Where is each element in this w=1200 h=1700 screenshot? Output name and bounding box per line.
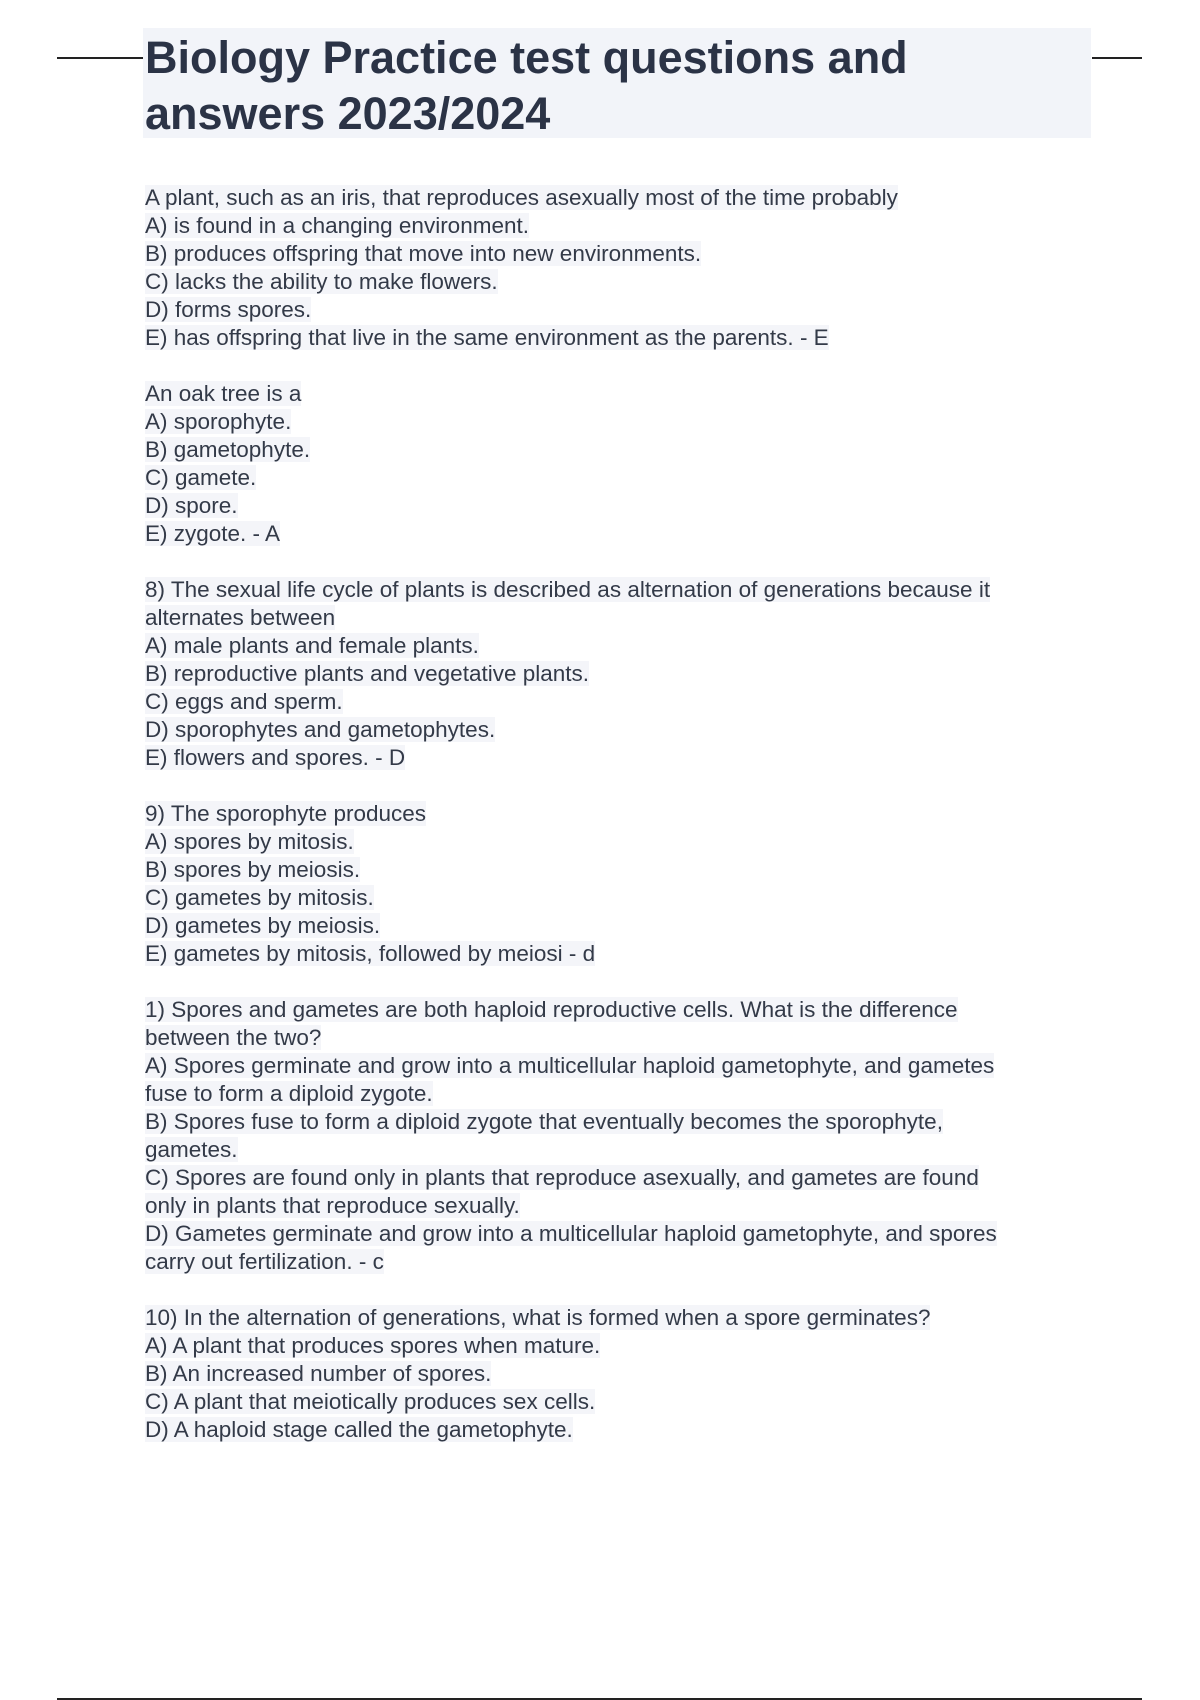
question-line: [145, 604, 1075, 632]
answer-option: [145, 492, 1075, 520]
answer-option: [145, 1108, 1075, 1136]
answer-option: [145, 1248, 1075, 1276]
answer-option-text: D) Gametes germinate and grow into a multicellular haploid gametophyte, and spores: [145, 1221, 997, 1246]
answer-option: [145, 1052, 1075, 1080]
answer-option-text: B) gametophyte.: [145, 437, 311, 462]
question-line: [145, 800, 1075, 828]
answer-option: [145, 436, 1075, 464]
title-line-1: Biology Practice test questions and: [145, 32, 908, 83]
answer-option-text: C) gamete.: [145, 465, 257, 490]
answer-option-text: fuse to form a diploid zygote.: [145, 1081, 433, 1106]
answer-option: [145, 1080, 1075, 1108]
answer-option-text: only in plants that reproduce sexually.: [145, 1193, 520, 1218]
answer-option-text: E) zygote. - A: [145, 521, 281, 546]
answer-option-text: D) spore.: [145, 493, 238, 518]
answer-option-text: carry out fertilization. - c: [145, 1249, 384, 1274]
question-block-1: [145, 184, 1075, 352]
answer-option-text: C) eggs and sperm.: [145, 689, 343, 714]
answer-option: [145, 520, 1075, 548]
answer-option: [145, 688, 1075, 716]
question-block-3: [145, 576, 1075, 772]
answer-option-text: E) flowers and spores. - D: [145, 745, 406, 770]
answer-option: [145, 940, 1075, 968]
answer-option: [145, 884, 1075, 912]
question-text: 8) The sexual life cycle of plants is described as alternation of generations because it: [145, 577, 991, 602]
answer-option: [145, 1332, 1075, 1360]
question-line: [145, 576, 1075, 604]
answer-option-text: E) has offspring that live in the same environment as the parents. - E: [145, 325, 829, 350]
title-line-2: answers 2023/2024: [145, 88, 551, 139]
answer-option: [145, 268, 1075, 296]
question-block-5: [145, 996, 1075, 1276]
answer-option: [145, 296, 1075, 324]
question-text: 1) Spores and gametes are both haploid reproductive cells. What is the difference: [145, 997, 958, 1022]
answer-option-text: A) is found in a changing environment.: [145, 213, 529, 238]
answer-option-text: D) sporophytes and gametophytes.: [145, 717, 496, 742]
answer-option-text: A) male plants and female plants.: [145, 633, 479, 658]
answer-option-text: C) lacks the ability to make flowers.: [145, 269, 498, 294]
answer-option: [145, 1164, 1075, 1192]
answer-option-text: D) gametes by meiosis.: [145, 913, 381, 938]
answer-option-text: A) A plant that produces spores when mature.: [145, 1333, 601, 1358]
answer-option-text: C) Spores are found only in plants that reproduce asexually, and gametes are found: [145, 1165, 979, 1190]
question-text: 10) In the alternation of generations, what is formed when a spore germinates?: [145, 1305, 931, 1330]
answer-option: [145, 240, 1075, 268]
answer-option-text: D) forms spores.: [145, 297, 312, 322]
title-rule-left: [57, 57, 143, 59]
question-text: A plant, such as an iris, that reproduces asexually most of the time probably: [145, 185, 898, 210]
question-block-4: [145, 800, 1075, 968]
answer-option-text: A) sporophyte.: [145, 409, 292, 434]
answer-option-text: gametes.: [145, 1137, 238, 1162]
answer-option: [145, 1136, 1075, 1164]
question-line: [145, 996, 1075, 1024]
answer-option: [145, 828, 1075, 856]
question-line: [145, 380, 1075, 408]
answer-option-text: B) produces offspring that move into new environments.: [145, 241, 702, 266]
question-block-6: [145, 1304, 1075, 1444]
page-title: [145, 30, 1085, 142]
answer-option: [145, 1388, 1075, 1416]
question-line: [145, 1024, 1075, 1052]
answer-option: [145, 464, 1075, 492]
answer-option: [145, 744, 1075, 772]
answer-option: [145, 1192, 1075, 1220]
answer-option-text: B) Spores fuse to form a diploid zygote that eventually becomes the sporophyte,: [145, 1109, 943, 1134]
answer-option: [145, 1220, 1075, 1248]
question-block-2: [145, 380, 1075, 548]
answer-option: [145, 1416, 1075, 1444]
answer-option-text: A) Spores germinate and grow into a multicellular haploid gametophyte, and gametes: [145, 1053, 995, 1078]
question-text: An oak tree is a: [145, 381, 302, 406]
answer-option: [145, 660, 1075, 688]
question-text: alternates between: [145, 605, 336, 630]
question-text: 9) The sporophyte produces: [145, 801, 427, 826]
answer-option: [145, 324, 1075, 352]
answer-option: [145, 408, 1075, 436]
answer-option: [145, 632, 1075, 660]
answer-option: [145, 912, 1075, 940]
question-line: [145, 1304, 1075, 1332]
answer-option: [145, 716, 1075, 744]
answer-option-text: B) reproductive plants and vegetative plants.: [145, 661, 590, 686]
answer-option-text: B) An increased number of spores.: [145, 1361, 492, 1386]
answer-option: [145, 1360, 1075, 1388]
answer-option: [145, 212, 1075, 240]
answer-option-text: B) spores by meiosis.: [145, 857, 361, 882]
question-line: [145, 184, 1075, 212]
title-rule-right: [1092, 57, 1142, 59]
answer-option-text: C) A plant that meiotically produces sex cells.: [145, 1389, 596, 1414]
answer-option-text: D) A haploid stage called the gametophyte.: [145, 1417, 573, 1442]
answer-option: [145, 856, 1075, 884]
question-list: [145, 184, 1075, 1472]
answer-option-text: E) gametes by mitosis, followed by meiosi - d: [145, 941, 596, 966]
question-text: between the two?: [145, 1025, 322, 1050]
answer-option-text: A) spores by mitosis.: [145, 829, 354, 854]
answer-option-text: C) gametes by mitosis.: [145, 885, 374, 910]
